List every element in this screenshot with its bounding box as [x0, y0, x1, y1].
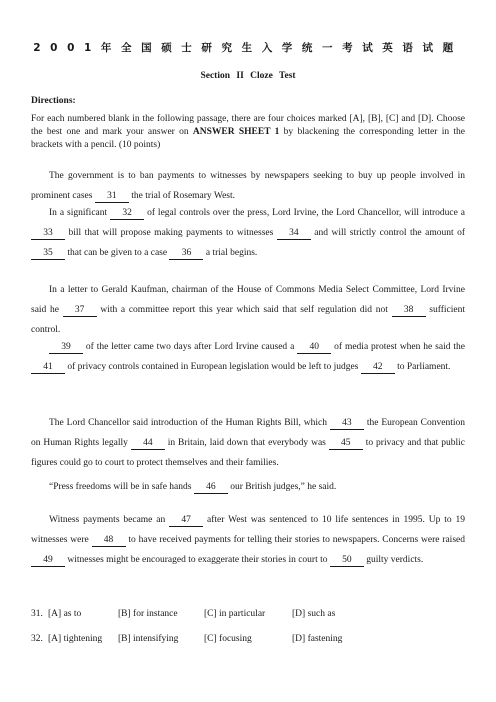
- passage-text: our British judges,” he said.: [227, 482, 337, 492]
- blank-39: 39: [49, 342, 83, 354]
- blank-44: 44: [131, 438, 165, 450]
- passage-text: the European Convention on Human Rights legally: [31, 418, 465, 448]
- blank-33: 33: [31, 228, 65, 240]
- passage-paragraph-2: [31, 203, 465, 263]
- choice-d[interactable]: [D] such as: [292, 609, 336, 619]
- directions-text-a: For each numbered blank in the following passage, there are four choices marked [A], [B], [C] and [D]. Choose the best one and mark your answer on: [31, 114, 465, 137]
- passage-text: sufficient control.: [31, 305, 465, 335]
- passage-paragraph-3: [31, 280, 465, 340]
- question-number: 31.: [31, 609, 43, 619]
- passage-text: the trial of Rosemary West.: [128, 191, 236, 201]
- passage-text: guilty verdicts.: [363, 555, 424, 565]
- blank-50: 50: [330, 555, 364, 567]
- exam-title: 2001年全国硕士研究生入学统一考试英语试题: [33, 42, 463, 54]
- passage-text: in Britain, laid down that everybody was: [164, 438, 329, 448]
- passage-paragraph-1: [31, 166, 465, 206]
- passage-text: of the letter came two days after Lord Irvine caused a: [83, 342, 298, 352]
- passage-text: “Press freedoms will be in safe hands: [49, 482, 194, 492]
- passage-text: that can be given to a case: [65, 248, 170, 258]
- choice-d[interactable]: [D] fastening: [292, 634, 343, 644]
- choice-c[interactable]: [C] in particular: [204, 609, 266, 619]
- passage-text: The government is to ban payments to witnesses by newspapers seeking to buy up people involved in prominent cases: [31, 171, 465, 201]
- passage-text: The Lord Chancellor said introduction of the Human Rights Bill, which: [49, 418, 330, 428]
- passage-text: bill that will propose making payments to witnesses: [65, 228, 277, 238]
- passage-text: of media protest when he said the: [331, 342, 465, 352]
- blank-34: 34: [277, 228, 311, 240]
- passage-paragraph-7: [31, 510, 465, 570]
- blank-45: 45: [329, 438, 363, 450]
- question-number: 32.: [31, 634, 43, 644]
- passage-text: after West was sentenced to 10 life sentences in 1995. Up to 19 witnesses were: [31, 515, 466, 545]
- blank-47: 47: [169, 515, 203, 527]
- choice-b[interactable]: [B] intensifying: [118, 634, 179, 644]
- directions-text-b: by blackening the corresponding letter in the brackets with a pencil. (10 points): [31, 127, 465, 150]
- blank-43: 43: [330, 418, 364, 430]
- section-heading: Section II Cloze Test: [200, 71, 296, 81]
- passage-text: In a letter to Gerald Kaufman, chairman of the House of Commons Media Select Committee, Lord Irvine said he: [31, 285, 465, 315]
- blank-49: 49: [31, 555, 65, 567]
- passage-text: Witness payments became an: [49, 515, 170, 525]
- passage-text: In a significant: [49, 208, 111, 218]
- blank-42: 42: [361, 362, 395, 374]
- passage-text: of legal controls over the press, Lord Irvine, the Lord Chancellor, will introduce a: [144, 208, 465, 218]
- blank-35: 35: [31, 248, 65, 260]
- passage-text: to Parliament.: [394, 362, 451, 372]
- choice-c[interactable]: [C] focusing: [204, 634, 252, 644]
- passage-text: of privacy controls contained in European legislation would be left to judges: [65, 362, 361, 372]
- passage-text: a trial begins.: [203, 248, 258, 258]
- blank-31: 31: [95, 191, 129, 203]
- blank-37: 37: [63, 305, 97, 317]
- passage-text: to have received payments for telling their stories to newspapers. Concerns were raised: [125, 535, 465, 545]
- passage-text: with a committee report this year which said that self regulation did not: [96, 305, 392, 315]
- directions-label: Directions:: [31, 96, 76, 106]
- blank-48: 48: [92, 535, 126, 547]
- blank-38: 38: [392, 305, 426, 317]
- directions-text: [31, 113, 465, 152]
- passage-text: and will strictly control the amount of: [310, 228, 465, 238]
- passage-paragraph-4: [31, 337, 465, 377]
- passage-text: to privacy and that public figures could go to court to protect themselves and their families.: [31, 438, 465, 468]
- answer-sheet-label: ANSWER SHEET 1: [192, 127, 280, 137]
- choice-b[interactable]: [B] for instance: [118, 609, 178, 619]
- blank-46: 46: [194, 482, 228, 494]
- passage-text: witnesses might be encouraged to exaggerate their stories in court to: [65, 555, 330, 565]
- passage-paragraph-5: [31, 413, 465, 473]
- blank-36: 36: [169, 248, 203, 260]
- passage-paragraph-6: [31, 477, 465, 497]
- choice-a[interactable]: [A] as to: [48, 609, 82, 619]
- blank-32: 32: [110, 208, 144, 220]
- blank-41: 41: [31, 362, 65, 374]
- choice-a[interactable]: [A] tightening: [48, 634, 103, 644]
- blank-40: 40: [297, 342, 331, 354]
